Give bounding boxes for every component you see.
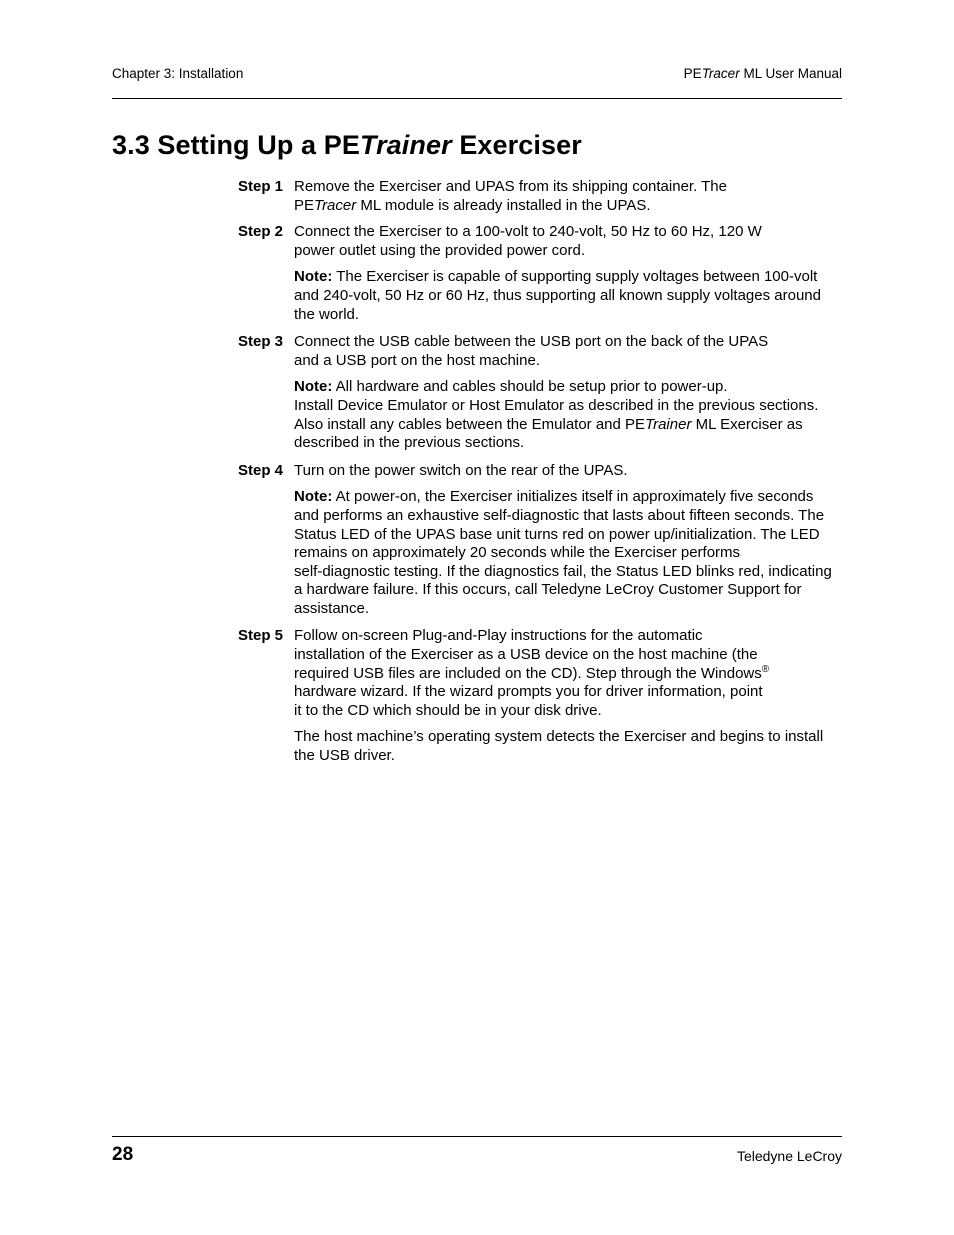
text-run: required USB files are included on the CD). Step through the Windows [294, 664, 762, 682]
section-title [112, 130, 582, 161]
title-prefix: 3.3 Setting Up a PE [112, 130, 360, 160]
step-line: Connect the Exerciser to a 100-volt to 240-volt, 50 Hz to 60 Hz, 120 W [294, 223, 762, 241]
note-line [294, 268, 842, 287]
note-line: Install Device Emulator or Host Emulator as described in the previous sections. [294, 396, 819, 414]
text-run-italic: Trainer [645, 415, 692, 433]
note-line: the world. [294, 305, 360, 323]
para-line: the USB driver. [294, 747, 395, 765]
para-line: The host machine’s operating system detects the Exerciser and begins to install [294, 728, 824, 746]
manual-prefix: PE [683, 66, 702, 81]
step-label: Step 5 [238, 627, 284, 645]
text-run: Also install any cables between the Emulator and PE [294, 415, 646, 433]
step-1 [238, 178, 842, 215]
manual-suffix: ML User Manual [739, 66, 842, 81]
note-line [294, 488, 842, 507]
note-line: Status LED of the UPAS base unit turns red on power up/initialization. The LED [294, 525, 820, 543]
note-line [294, 378, 842, 397]
registered-mark: ® [761, 663, 770, 675]
note-label: Note: [294, 488, 333, 506]
note-line: remains on approximately 20 seconds while the Exerciser performs [294, 544, 741, 562]
step-label: Step 3 [238, 333, 284, 351]
step-label: Step 2 [238, 223, 284, 241]
note-step-2 [294, 268, 842, 324]
title-italic: Trainer [359, 130, 452, 160]
text-run: ML Exerciser as [691, 415, 803, 433]
note-line: described in the previous sections. [294, 434, 525, 452]
note-step-4 [294, 488, 842, 618]
step-text [294, 223, 842, 260]
note-line: self-diagnostic testing. If the diagnostics fail, the Status LED blinks red, indicating [294, 562, 832, 580]
step-line: Follow on-screen Plug-and-Play instructions for the automatic [294, 627, 703, 645]
step-text [294, 462, 842, 481]
text-run: All hardware and cables should be setup prior to power-up. [332, 378, 728, 396]
title-suffix: Exerciser [451, 130, 582, 160]
step-line: installation of the Exerciser as a USB device on the host machine (the [294, 646, 758, 664]
running-header-chapter: Chapter 3: Installation [112, 66, 244, 81]
note-line [294, 416, 842, 435]
text-run: PE [294, 196, 315, 214]
note-line: and 240-volt, 50 Hz or 60 Hz, thus supporting all known supply voltages around [294, 286, 821, 304]
step-line: power outlet using the provided power cord. [294, 241, 586, 259]
step-text [294, 627, 842, 720]
page-number: 28 [112, 1144, 134, 1165]
step-line: it to the CD which should be in your disk drive. [294, 701, 602, 719]
paragraph-step-5 [294, 728, 842, 765]
step-5 [238, 627, 842, 720]
step-line: Remove the Exerciser and UPAS from its shipping container. The [294, 178, 727, 195]
step-label: Step 4 [238, 461, 284, 479]
running-header-manual [684, 66, 842, 81]
step-line [294, 665, 842, 684]
step-3 [238, 333, 842, 370]
step-4 [238, 462, 842, 481]
manual-italic: Tracer [701, 66, 740, 81]
step-line [294, 197, 842, 216]
step-label: Step 1 [238, 178, 284, 195]
note-step-3 [294, 378, 842, 452]
header-rule [112, 98, 842, 99]
text-run: At power-on, the Exerciser initializes itself in approximately five seconds [332, 488, 814, 506]
text-run: ML module is already installed in the UPAS. [356, 196, 651, 214]
note-line: a hardware failure. If this occurs, call Teledyne LeCroy Customer Support for [294, 581, 802, 599]
footer-company: Teledyne LeCroy [736, 1148, 842, 1164]
step-line: Connect the USB cable between the USB port on the back of the UPAS [294, 333, 769, 351]
step-text [294, 333, 842, 370]
text-run-italic: Tracer [314, 196, 357, 214]
note-line: assistance. [294, 599, 370, 617]
steps-list [238, 178, 842, 766]
step-text [294, 178, 842, 215]
step-line: hardware wizard. If the wizard prompts you for driver information, point [294, 683, 763, 701]
note-line: and performs an exhaustive self-diagnostic that lasts about fifteen seconds. The [294, 506, 825, 524]
footer-rule [112, 1136, 842, 1137]
step-2 [238, 223, 842, 260]
note-label: Note: [294, 268, 333, 286]
step-line: Turn on the power switch on the rear of the UPAS. [294, 461, 628, 479]
note-label: Note: [294, 378, 333, 396]
text-run: The Exerciser is capable of supporting supply voltages between 100-volt [332, 268, 818, 286]
step-line: and a USB port on the host machine. [294, 351, 540, 369]
